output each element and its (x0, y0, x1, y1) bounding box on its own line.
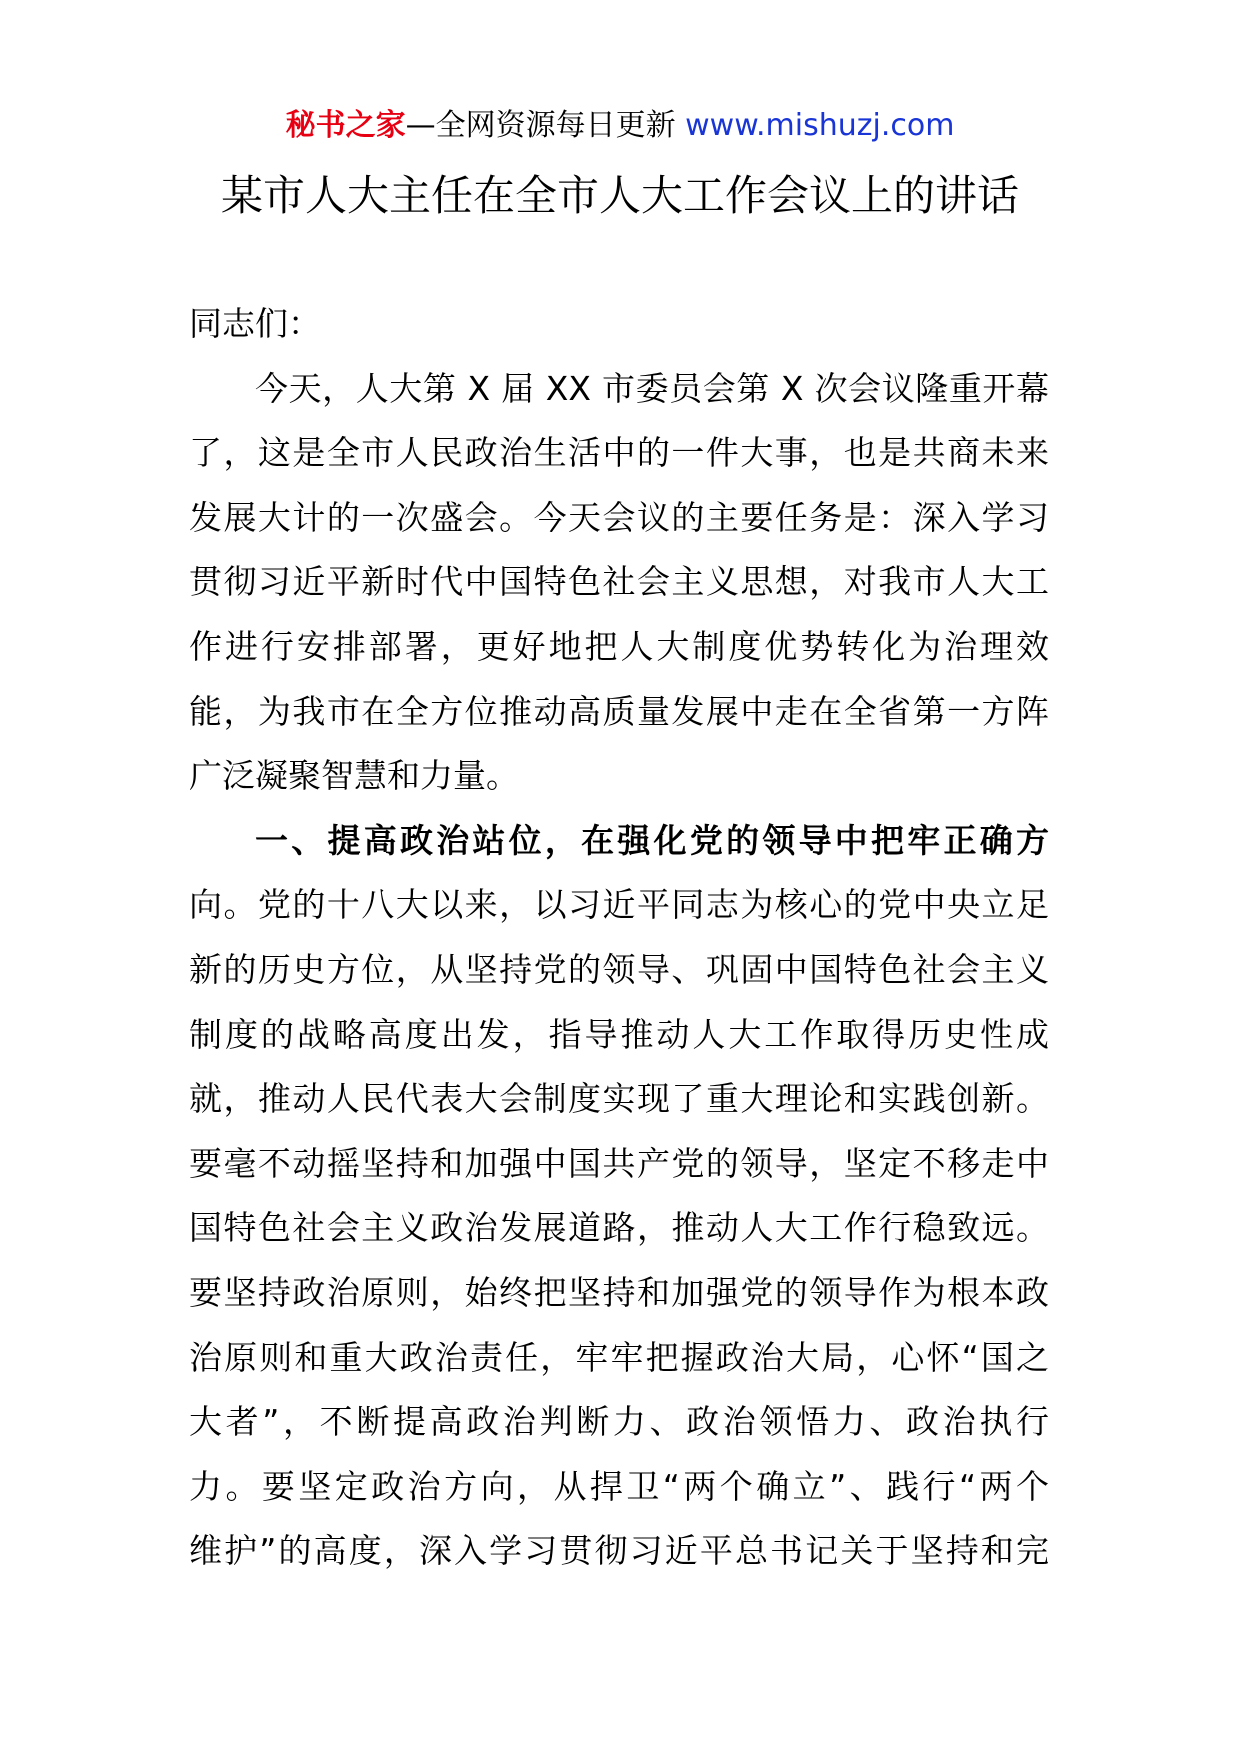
site-header (0, 104, 1240, 148)
paragraph-line: 作进行安排部署，更好地把人大制度优势转化为治理效 (189, 626, 1049, 666)
paragraph-line: 了，这是全市人民政治生活中的一件大事，也是共商未来 (189, 433, 1049, 473)
paragraph-line: 新的历史方位，从坚持党的领导、巩固中国特色社会主义 (189, 949, 1049, 989)
paragraph-line: 大者”，不断提高政治判断力、政治领悟力、政治执行 (189, 1402, 1049, 1442)
paragraph-line: 发展大计的一次盛会。今天会议的主要任务是：深入学习 (189, 497, 1049, 537)
document-title: 某市人大主任在全市人大工作会议上的讲话 (220, 171, 1019, 220)
paragraph-line: 制度的战略高度出发，指导推动人大工作取得历史性成 (189, 1014, 1049, 1054)
paragraph-line: 治原则和重大政治责任，牢牢把握政治大局，心怀“国之 (189, 1337, 1049, 1377)
brand-name: 秘书之家 (285, 108, 406, 143)
paragraph-line: 要坚持政治原则，始终把坚持和加强党的领导作为根本政 (189, 1272, 1049, 1312)
paragraph-line: 向。党的十八大以来，以习近平同志为核心的党中央立足 (189, 885, 1049, 925)
paragraph-line: 贯彻习近平新时代中国特色社会主义思想，对我市人大工 (189, 562, 1049, 602)
paragraph-line: 维护”的高度，深入学习贯彻习近平总书记关于坚持和完 (189, 1531, 1049, 1571)
paragraph-line: 就，推动人民代表大会制度实现了重大理论和实践创新。 (189, 1079, 1049, 1119)
greeting: 同志们： (189, 304, 321, 343)
section-heading: 一、提高政治站位，在强化党的领导中把牢正确方 (255, 820, 1049, 860)
site-url[interactable]: www.mishuzj.com (685, 108, 955, 143)
paragraph-line: 广泛凝聚智慧和力量。 (189, 756, 519, 796)
paragraph-line: 力。要坚定政治方向，从捍卫“两个确立”、践行“两个 (189, 1466, 1049, 1506)
paragraph-line: 能，为我市在全方位推动高质量发展中走在全省第一方阵 (189, 691, 1049, 731)
paragraph-line: 要毫不动摇坚持和加强中国共产党的领导，坚定不移走中 (189, 1143, 1049, 1183)
paragraph-line: 今天，人大第 X 届 XX 市委员会第 X 次会议隆重开幕 (255, 368, 1049, 408)
header-tagline: —全网资源每日更新 (405, 108, 686, 143)
document-body (189, 292, 1049, 1584)
paragraph-line: 国特色社会主义政治发展道路，推动人大工作行稳致远。 (189, 1208, 1049, 1248)
